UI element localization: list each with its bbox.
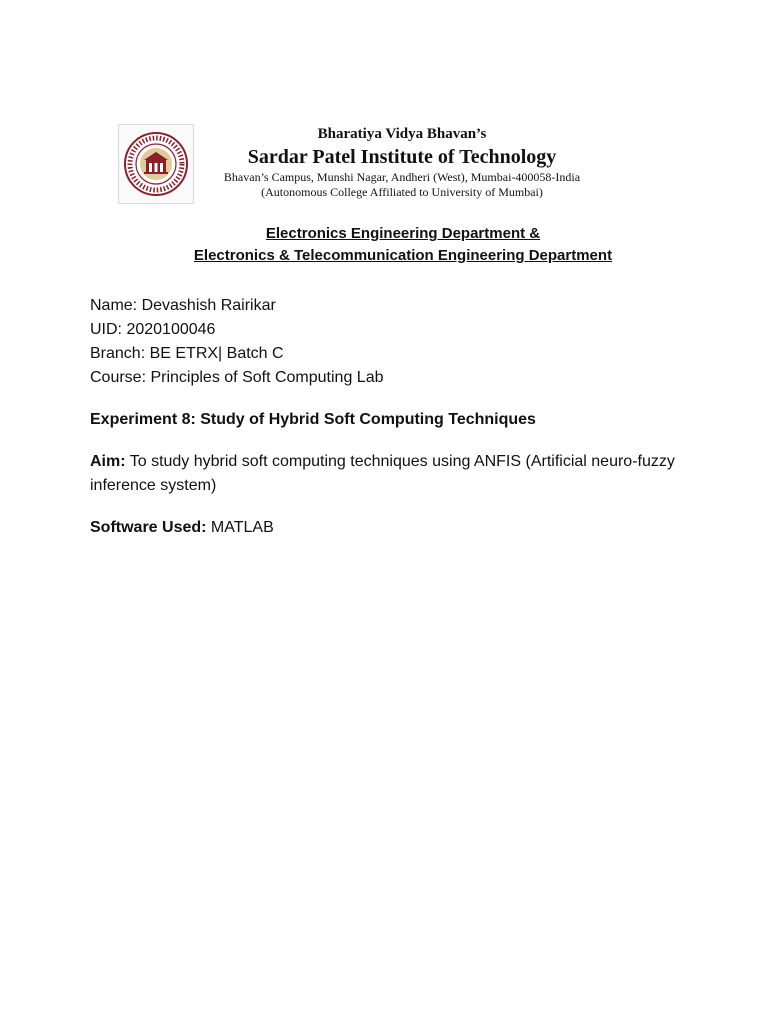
aim-label: Aim:: [90, 453, 126, 470]
department-line-1: Electronics Engineering Department &: [265, 225, 541, 242]
institute-address: Bhavan’s Campus, Munshi Nagar, Andheri (West), Mumbai-400058-India: [223, 170, 581, 184]
software-value: MATLAB: [210, 519, 274, 536]
aim-text: To study hybrid soft computing techniques using ANFIS (Artificial neuro-fuzzy inference system): [90, 453, 675, 494]
organization-name: Bharatiya Vidya Bhavan’s: [317, 126, 487, 142]
software-paragraph: [90, 516, 710, 540]
document-body: [90, 294, 710, 540]
department-line-2: Electronics & Telecommunication Engineering Department: [193, 247, 613, 264]
institute-name: Sardar Patel Institute of Technology: [247, 146, 557, 168]
course-name: Course: Principles of Soft Computing Lab: [90, 369, 384, 386]
student-name: Name: Devashish Rairikar: [90, 297, 276, 314]
institute-seal-icon: [122, 130, 190, 198]
student-uid: UID: 2020100046: [90, 321, 216, 338]
aim-paragraph: [90, 450, 710, 498]
letterhead: [118, 120, 638, 270]
institute-affiliation: (Autonomous College Affiliated to University of Mumbai): [261, 185, 543, 199]
software-label: Software Used:: [90, 519, 207, 536]
student-branch: Branch: BE ETRX| Batch C: [90, 345, 284, 362]
experiment-title: Experiment 8: Study of Hybrid Soft Computing Techniques: [90, 411, 536, 428]
institute-logo: [118, 124, 194, 204]
